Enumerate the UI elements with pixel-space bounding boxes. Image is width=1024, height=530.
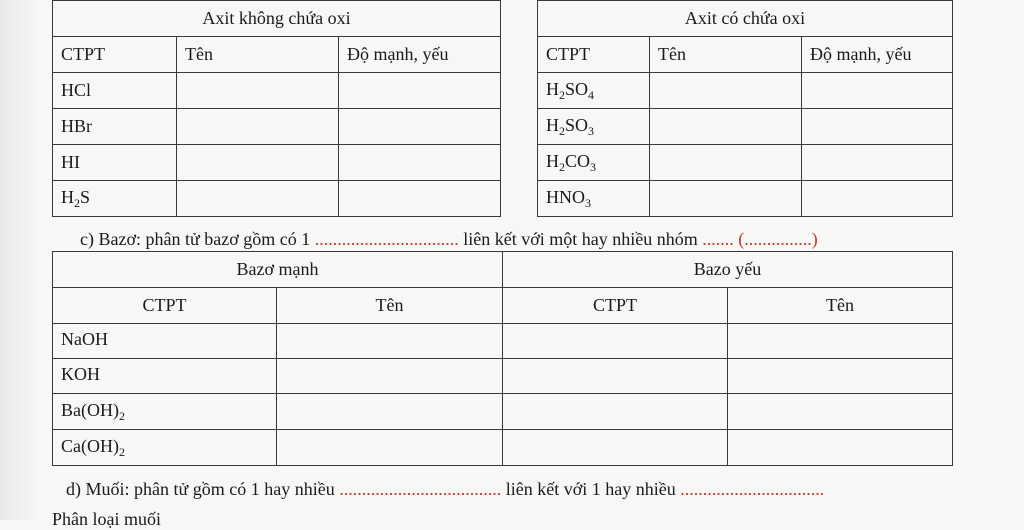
strength-cell[interactable]	[802, 73, 953, 109]
name-cell[interactable]	[277, 359, 503, 394]
strength-cell[interactable]	[802, 145, 953, 181]
formula-cell[interactable]	[503, 324, 728, 359]
name-cell[interactable]	[277, 324, 503, 359]
name-cell[interactable]	[177, 145, 339, 181]
acid-no-oxygen-title: Axit không chứa oxi	[53, 1, 501, 37]
strength-cell[interactable]	[339, 181, 501, 217]
strength-cell[interactable]	[339, 73, 501, 109]
acid-with-oxygen-table	[537, 0, 953, 217]
formula-cell: HI	[53, 145, 177, 181]
base-definition-line: c) Bazơ: phân tử bazơ gồm có 1 ................................ liên kết với một hay nhiều nhóm ....... (...............)	[80, 229, 818, 249]
col-header-strength: Độ mạnh, yếu	[802, 37, 953, 73]
name-cell[interactable]	[177, 109, 339, 145]
formula-cell: $HNO_3$	[538, 181, 650, 217]
col-header-strength: Độ mạnh, yếu	[339, 37, 501, 73]
cut-off-heading: Phân loại muối	[52, 509, 161, 529]
name-cell[interactable]	[728, 324, 953, 359]
col-header-name: Tên	[177, 37, 339, 73]
col-header-name: Tên	[728, 288, 953, 324]
strength-cell[interactable]	[802, 181, 953, 217]
name-cell[interactable]	[277, 394, 503, 430]
formula-cell: HCl	[53, 73, 177, 109]
formula-cell: NaOH	[53, 324, 277, 359]
name-cell[interactable]	[728, 394, 953, 430]
formula-cell[interactable]	[503, 430, 728, 466]
strength-cell[interactable]	[339, 109, 501, 145]
blank-fill[interactable]: ....................................	[339, 479, 502, 499]
blank-fill[interactable]: ................................	[680, 479, 825, 499]
name-cell[interactable]	[728, 359, 953, 394]
strength-cell[interactable]	[802, 109, 953, 145]
name-cell[interactable]	[650, 181, 802, 217]
weak-base-title: Bazo yếu	[503, 252, 953, 288]
col-header-formula: CTPT	[538, 37, 650, 73]
formula-cell: HBr	[53, 109, 177, 145]
col-header-name: Tên	[277, 288, 503, 324]
formula-cell: KOH	[53, 359, 277, 394]
col-header-formula: CTPT	[53, 37, 177, 73]
name-cell[interactable]	[650, 109, 802, 145]
acid-with-oxygen-title: Axit có chứa oxi	[538, 1, 953, 37]
bases-table	[52, 251, 953, 466]
formula-cell: $H_2SO_4$	[538, 73, 650, 109]
name-cell[interactable]	[177, 181, 339, 217]
formula-cell: $Ca(OH)_2$	[53, 430, 277, 466]
formula-cell: $Ba(OH)_2$	[53, 394, 277, 430]
name-cell[interactable]	[728, 430, 953, 466]
acid-no-oxygen-table	[52, 0, 501, 217]
name-cell[interactable]	[277, 430, 503, 466]
formula-cell[interactable]	[503, 359, 728, 394]
formula-cell: $H_2S$	[53, 181, 177, 217]
strong-base-title: Bazơ mạnh	[53, 252, 503, 288]
col-header-name: Tên	[650, 37, 802, 73]
blank-fill[interactable]: ................................	[314, 229, 459, 249]
formula-cell: $H_2SO_3$	[538, 109, 650, 145]
name-cell[interactable]	[650, 145, 802, 181]
col-header-formula: CTPT	[503, 288, 728, 324]
blank-fill[interactable]: ....... (...............)	[702, 229, 818, 249]
strength-cell[interactable]	[339, 145, 501, 181]
page-shadow	[0, 0, 40, 520]
name-cell[interactable]	[650, 73, 802, 109]
name-cell[interactable]	[177, 73, 339, 109]
formula-cell[interactable]	[503, 394, 728, 430]
formula-cell: $H_2CO_3$	[538, 145, 650, 181]
col-header-formula: CTPT	[53, 288, 277, 324]
salt-definition-line: d) Muối: phân tử gồm có 1 hay nhiều .................................... liên kết với 1 hay nhiều ................................	[66, 479, 825, 499]
